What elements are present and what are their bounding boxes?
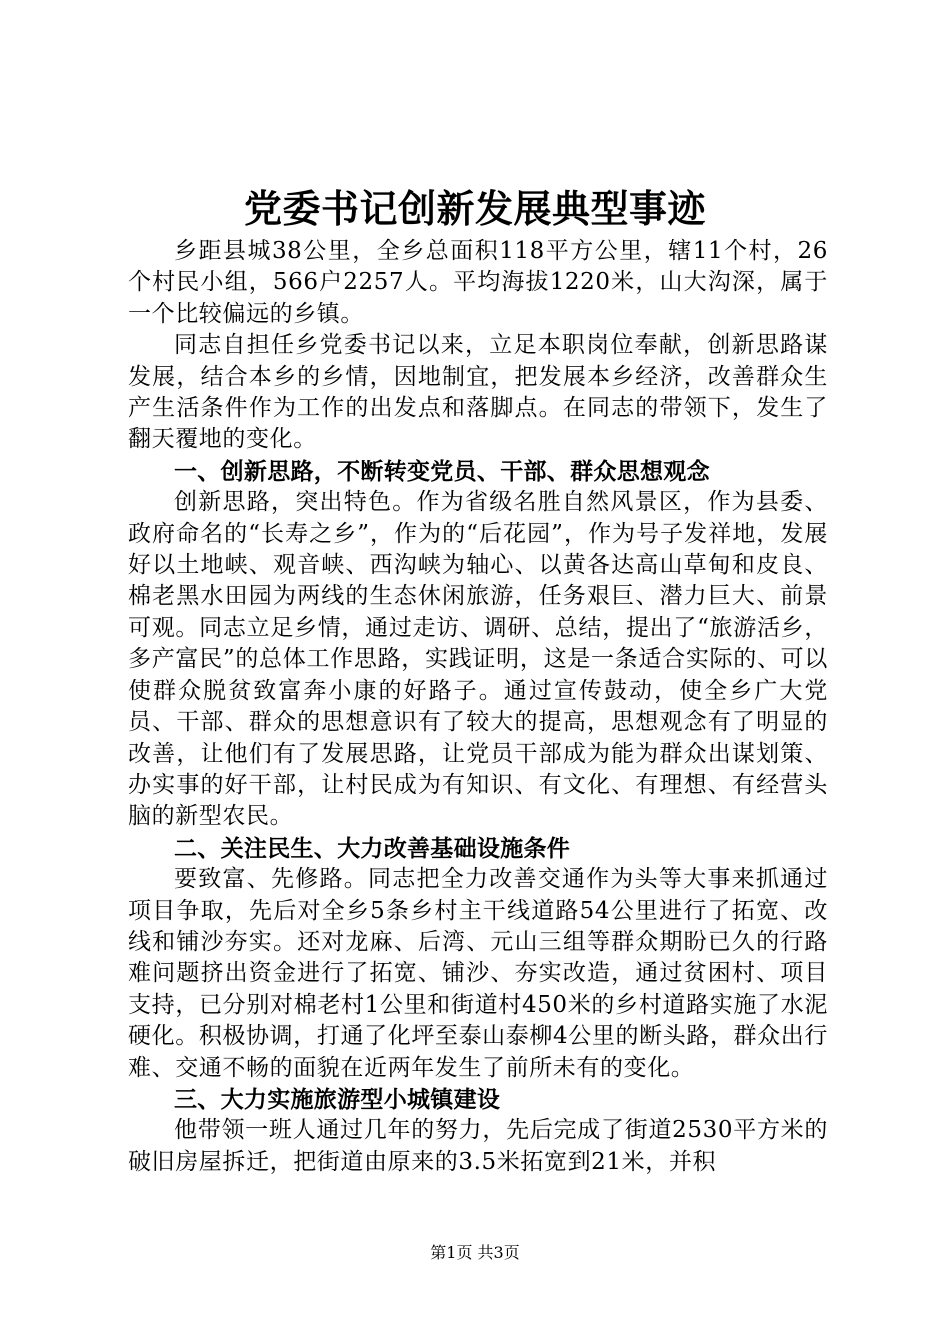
section-2-heading: 二、关注民生、大力改善基础设施条件: [174, 834, 571, 862]
section-3-heading: 三、大力实施旅游型小城镇建设: [174, 1085, 501, 1113]
intro-paragraph-1: 乡距县城38公里，全乡总面积118平方公里，辖11个村，26个村民小组，566户2257人。平均海拔1220米，山大沟深，属于一个比较偏远的乡镇。: [128, 238, 828, 327]
document-title: 党委书记创新发展典型事迹: [243, 186, 706, 231]
document-body: [128, 236, 828, 1178]
intro-paragraph-2: 同志自担任乡党委书记以来，立足本职岗位奉献，创新思路谋发展，结合本乡的乡情，因地制宜，把发展本乡经济，改善群众生产生活条件作为工作的出发点和落脚点。在同志的带领下，发生了翻天覆地的变化。: [128, 332, 828, 453]
section-1-heading: 一、创新思路，不断转变党员、干部、群众思想观念: [174, 457, 710, 485]
section-3-paragraph: 他带领一班人通过几年的努力，先后完成了街道2530平方米的破旧房屋拆迁，把街道由原来的3.5米拓宽到21米，并积: [128, 1117, 828, 1175]
section-1-paragraph: 创新思路，突出特色。作为省级名胜自然风景区，作为县委、政府命名的“长寿之乡”，作为的“后花园”，作为号子发祥地，发展好以土地峡、观音峡、西沟峡为轴心、以黄各达高山草甸和皮良、棉老黑水田园为两线的生态休闲旅游，任务艰巨、潜力巨大、前景可观。同志立足乡情，通过走访、调研、总结，提出了“旅游活乡，多产富民”的总体工作思路，实践证明，这是一条适合实际的、可以使群众脱贫致富奔小康的好路子。通过宣传鼓动，使全乡广大党员、干部、群众的思想意识有了较大的提高，思想观念有了明显的改善，让他们有了发展思路，让党员干部成为能为群众出谋划策、办实事的好干部，让村民成为有知识、有文化、有理想、有经营头脑的新型农民。: [128, 489, 828, 830]
section-2-paragraph: 要致富、先修路。同志把全力改善交通作为头等大事来抓通过项目争取，先后对全乡5条乡村主干线道路54公里进行了拓宽、改线和铺沙夯实。还对龙麻、后湾、元山三组等群众期盼已久的行路难问题挤出资金进行了拓宽、铺沙、夯实改造，通过贫困村、项目支持，已分别对棉老村1公里和街道村450米的乡村道路实施了水泥硬化。积极协调，打通了化坪至泰山泰柳4公里的断头路，群众出行难、交通不畅的面貌在近两年发生了前所未有的变化。: [128, 866, 828, 1081]
page-footer: 第1页 共3页: [430, 1243, 520, 1262]
